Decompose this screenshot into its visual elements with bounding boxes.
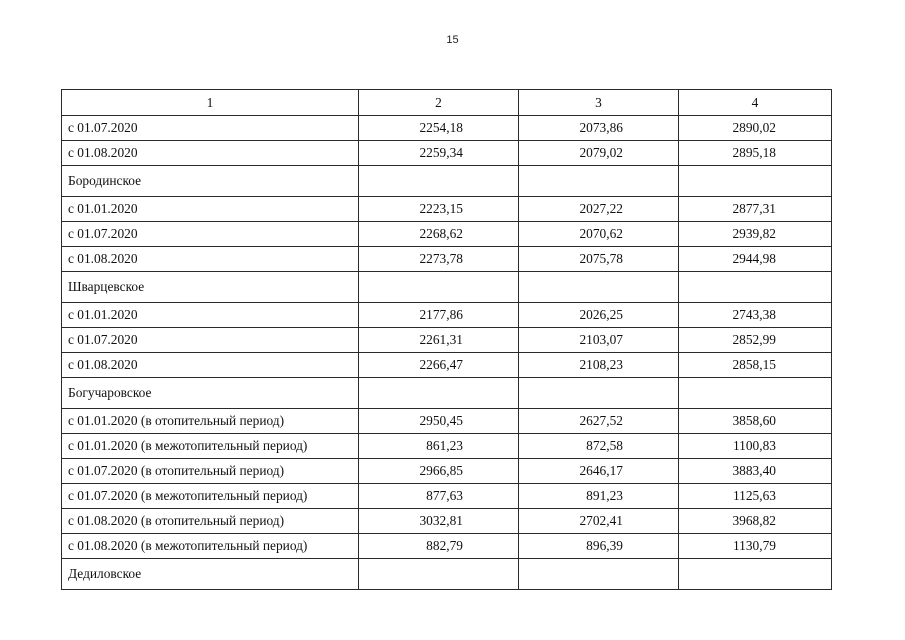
row-label: с 01.08.2020 — [62, 247, 359, 272]
value-cell: 2890,02 — [679, 116, 832, 141]
value-cell: 877,63 — [359, 484, 519, 509]
value-cell: 2966,85 — [359, 459, 519, 484]
value-cell: 2177,86 — [359, 303, 519, 328]
value-cell: 2646,17 — [519, 459, 679, 484]
value-cell: 2073,86 — [519, 116, 679, 141]
table-row — [62, 534, 832, 559]
group-label: Дедиловское — [62, 559, 359, 590]
value-cell: 1130,79 — [679, 534, 832, 559]
value-cell: 2259,34 — [359, 141, 519, 166]
table-row — [62, 116, 832, 141]
row-label: с 01.07.2020 — [62, 328, 359, 353]
page-number: 15 — [446, 34, 459, 46]
value-cell: 3883,40 — [679, 459, 832, 484]
value-cell: 2895,18 — [679, 141, 832, 166]
row-label: с 01.07.2020 (в отопительный период) — [62, 459, 359, 484]
empty-cell — [519, 559, 679, 590]
value-cell: 2743,38 — [679, 303, 832, 328]
row-label: с 01.01.2020 (в межотопительный период) — [62, 434, 359, 459]
table-row — [62, 247, 832, 272]
row-label: с 01.01.2020 — [62, 303, 359, 328]
empty-cell — [359, 272, 519, 303]
table-row — [62, 484, 832, 509]
value-cell: 2075,78 — [519, 247, 679, 272]
table-group-row — [62, 559, 832, 590]
empty-cell — [519, 378, 679, 409]
value-cell: 2273,78 — [359, 247, 519, 272]
value-cell: 1125,63 — [679, 484, 832, 509]
table-row — [62, 509, 832, 534]
table-group-row — [62, 378, 832, 409]
row-label: с 01.08.2020 (в отопительный период) — [62, 509, 359, 534]
value-cell: 882,79 — [359, 534, 519, 559]
row-label: с 01.07.2020 (в межотопительный период) — [62, 484, 359, 509]
row-label: с 01.07.2020 — [62, 222, 359, 247]
tariff-table-body — [62, 90, 832, 590]
table-row — [62, 459, 832, 484]
value-cell: 2079,02 — [519, 141, 679, 166]
row-label: с 01.01.2020 — [62, 197, 359, 222]
empty-cell — [519, 272, 679, 303]
table-row — [62, 409, 832, 434]
value-cell: 2223,15 — [359, 197, 519, 222]
group-label: Шварцевское — [62, 272, 359, 303]
value-cell: 2702,41 — [519, 509, 679, 534]
table-row — [62, 434, 832, 459]
value-cell: 2268,62 — [359, 222, 519, 247]
table-group-row — [62, 166, 832, 197]
value-cell: 2852,99 — [679, 328, 832, 353]
value-cell: 3858,60 — [679, 409, 832, 434]
value-cell: 2070,62 — [519, 222, 679, 247]
group-label: Бородинское — [62, 166, 359, 197]
value-cell: 2103,07 — [519, 328, 679, 353]
group-label: Богучаровское — [62, 378, 359, 409]
table-row — [62, 303, 832, 328]
empty-cell — [359, 166, 519, 197]
value-cell: 872,58 — [519, 434, 679, 459]
table-row — [62, 222, 832, 247]
value-cell: 2950,45 — [359, 409, 519, 434]
row-label: с 01.08.2020 — [62, 353, 359, 378]
value-cell: 2944,98 — [679, 247, 832, 272]
empty-cell — [359, 378, 519, 409]
value-cell: 2027,22 — [519, 197, 679, 222]
table-group-row — [62, 272, 832, 303]
row-label: с 01.01.2020 (в отопительный период) — [62, 409, 359, 434]
value-cell: 2939,82 — [679, 222, 832, 247]
value-cell: 3968,82 — [679, 509, 832, 534]
row-label: с 01.07.2020 — [62, 116, 359, 141]
value-cell: 3032,81 — [359, 509, 519, 534]
column-header: 2 — [359, 90, 519, 116]
value-cell: 2877,31 — [679, 197, 832, 222]
value-cell: 1100,83 — [679, 434, 832, 459]
value-cell: 896,39 — [519, 534, 679, 559]
column-header: 3 — [519, 90, 679, 116]
row-label: с 01.08.2020 — [62, 141, 359, 166]
empty-cell — [679, 378, 832, 409]
value-cell: 861,23 — [359, 434, 519, 459]
table-header-row — [62, 90, 832, 116]
value-cell: 2858,15 — [679, 353, 832, 378]
table-row — [62, 328, 832, 353]
empty-cell — [679, 559, 832, 590]
empty-cell — [679, 166, 832, 197]
table-row — [62, 141, 832, 166]
value-cell: 891,23 — [519, 484, 679, 509]
value-cell: 2108,23 — [519, 353, 679, 378]
table-row — [62, 353, 832, 378]
value-cell: 2254,18 — [359, 116, 519, 141]
table-row — [62, 197, 832, 222]
empty-cell — [519, 166, 679, 197]
empty-cell — [679, 272, 832, 303]
tariff-table — [61, 89, 832, 590]
row-label: с 01.08.2020 (в межотопительный период) — [62, 534, 359, 559]
value-cell: 2026,25 — [519, 303, 679, 328]
value-cell: 2627,52 — [519, 409, 679, 434]
value-cell: 2261,31 — [359, 328, 519, 353]
empty-cell — [359, 559, 519, 590]
column-header: 4 — [679, 90, 832, 116]
column-header: 1 — [62, 90, 359, 116]
value-cell: 2266,47 — [359, 353, 519, 378]
